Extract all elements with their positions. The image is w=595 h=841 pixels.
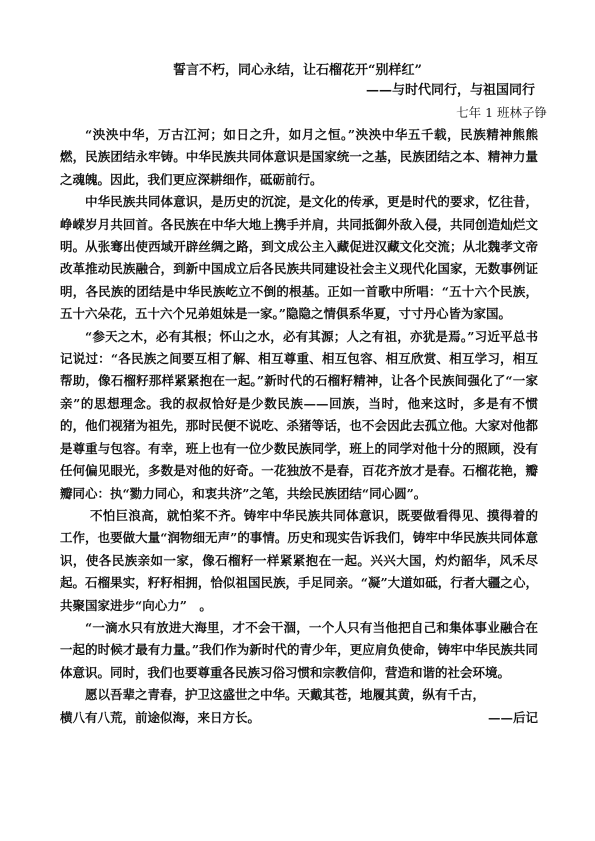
author-line: 七年 1 班林子铮 bbox=[456, 105, 547, 120]
closing-text: 横八有八荒，前途似海，来日方长。 bbox=[60, 709, 261, 725]
closing-line-1: 愿以吾辈之青春，护卫这盛世之中华。天戴其苍，地履其黄，纵有千古， bbox=[85, 687, 486, 703]
paragraph: 不怕巨浪高，就怕桨不齐。铸牢中华民族共同体意识，既要做看得见、摸得着的工作，也要做大量“润物细无声”的事情。历史和现实告诉我们，铸牢中华民族共同体意识，使各民族亲如一家，像石榴籽一样紧紧抱在一起。兴兴大国，灼灼韶华，风禾尽起。石榴果实，籽籽相拥，恰似祖国民族，手足同亲。“凝”大道如砥，行者大疆之心，共聚国家进步“向心力” 。 bbox=[60, 507, 538, 613]
paragraph: “泱泱中华，万古江河；如日之升，如月之恒。”泱泱中华五千载，民族精神熊熊燃，民族团结永牢铸。中华民族共同体意识是国家统一之基，民族团结之本、精神力量之魂魄。因此，我们更应深耕细作，砥砺前行。 bbox=[60, 127, 538, 187]
essay-subtitle: ——与时代同行，与祖国同行 bbox=[365, 83, 535, 98]
closing-line-2 bbox=[60, 707, 538, 729]
paragraph: 中华民族共同体意识，是历史的沉淀，是文化的传承，更是时代的要求，忆往昔，峥嵘岁月共回首。各民族在中华大地上携手并肩，共同抵御外敌入侵，共同创造灿烂文明。从张骞出使西域开辟丝绸之路，到文成公主入藏促进汉藏文化交流；从北魏孝文帝改革推动民族融合，到新中国成立后各民族共同建设社会主义现代化国家，无数事例证明，各民族的团结是中华民族屹立不倒的根基。正如一首歌中所唱：“五十六个民族，五十六朵花，五十六个兄弟姐妹是一家。”隐隐之情俱系华夏，寸寸丹心皆为家国。 bbox=[60, 194, 538, 322]
signoff: ——后记 bbox=[487, 709, 538, 725]
paragraph: “一滴水只有放进大海里，才不会干涸，一个人只有当他把自己和集体事业融合在一起的时候才最有力量。”我们作为新时代的青少年，更应肩负使命，铸牢中华民族共同体意识。同时，我们也要尊重各民族习俗习惯和宗教信仰，营造和谐的社会环境。 bbox=[60, 619, 538, 680]
paragraph: “参天之木，必有其根；怀山之水，必有其源；人之有祖，亦犹是焉。”习近平总书记说过：“各民族之间要互相了解、相互尊重、相互包容、相互欣赏、相互学习，相互帮助，像石榴籽那样紧紧抱在一起。”新时代的石榴籽精神，让各个民族间强化了“一家亲”的思想理念。我的叔叔恰好是少数民族——回族，当时，他来这时，多是有不惯的，他们视猪为祖先，那时民便不说吃、杀猪等话，也不会因此去孤立他。大家对他都是尊重与包容。有幸，班上也有一位少数民族同学，班上的同学对他十分的照顾，没有任何偏见眼光，多数是对他的好奇。一花独放不是春，百花齐放才是春。石榴花艳，瓣瓣同心：执“勠力同心，和衷共济”之笔，共绘民族团结“同心圆”。 bbox=[60, 328, 538, 501]
closing-paragraph bbox=[60, 684, 538, 729]
essay-title: 誓言不朽，同心永结，让石榴花开“别样红” bbox=[173, 63, 422, 78]
essay-body bbox=[60, 124, 538, 729]
